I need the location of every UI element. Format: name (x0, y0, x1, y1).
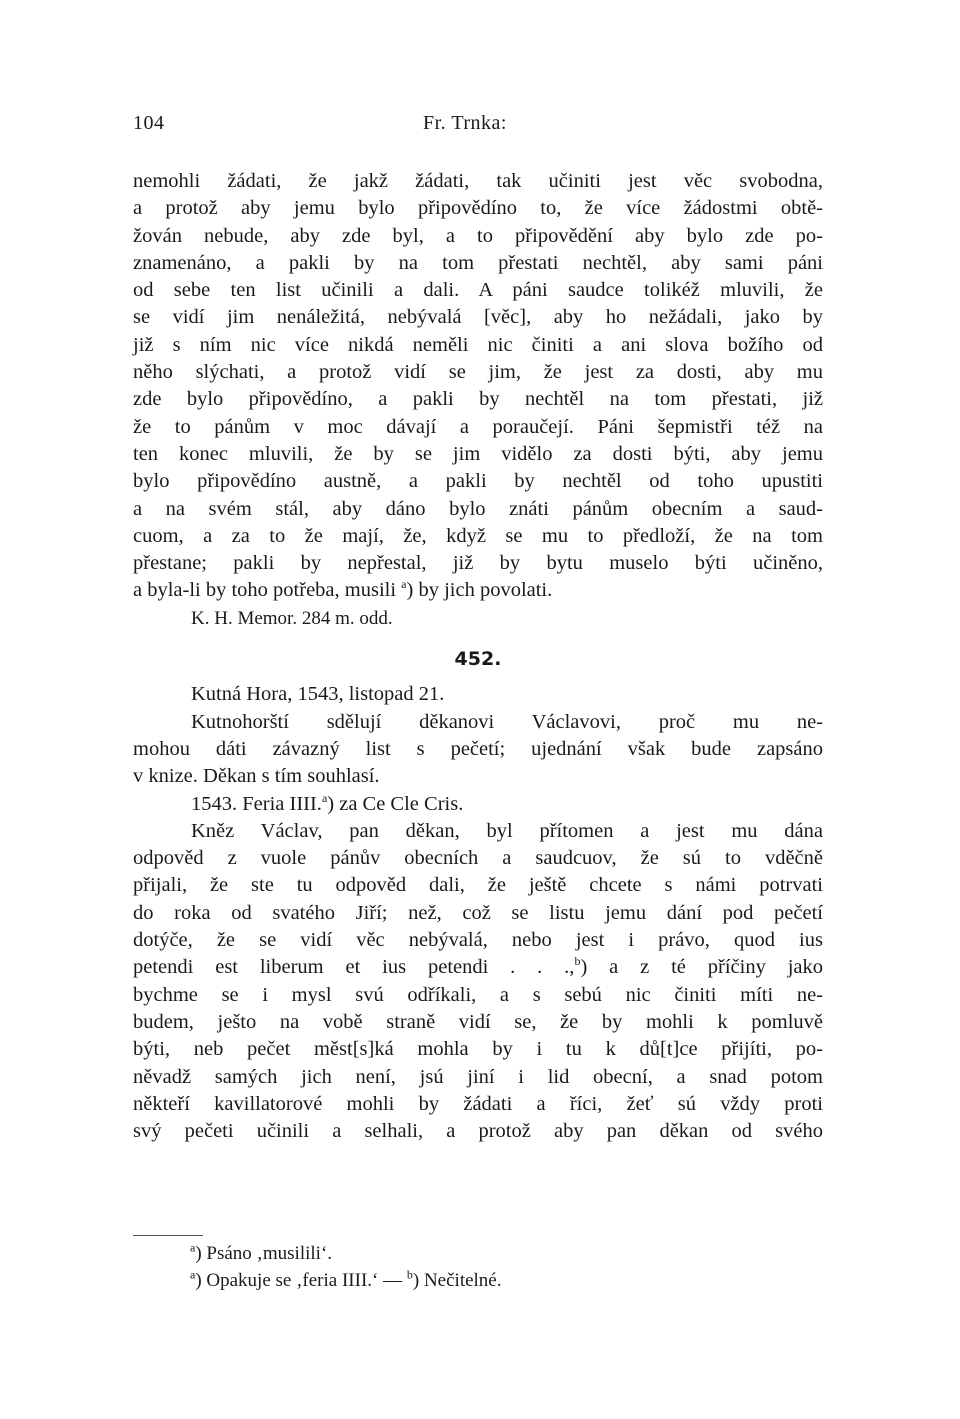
footnote-text: ) Nečitelné. (412, 1270, 502, 1291)
footnote-text: ) Opakuje se ‚feria IIII.‘ — (195, 1270, 407, 1291)
text-line: býti, neb pečet měst[s]ká mohla by i tu k dů[t]ce přijíti, po- (133, 1038, 823, 1061)
document-date: Kutná Hora, 1543, listopad 21. (191, 683, 445, 706)
text-line: cuom, a za to že mají, že, když se mu to předloží, že na tom (133, 524, 823, 547)
running-header (133, 112, 818, 142)
text-line: budem, ješto na vobě straně vidí se, že by mohli k pomluvě (133, 1010, 823, 1033)
footnote-ref: a (401, 577, 407, 592)
text-line: zde bylo připovědíno, a pakli by nechtěl na tom přestati, již (133, 388, 823, 411)
text-fragment: a byla-li by toho potřeba, musili (133, 579, 397, 602)
footnote-mark: b (406, 1267, 413, 1282)
footnote-mark: a (190, 1240, 196, 1255)
footnote (190, 1240, 830, 1267)
text-line: někteří kavillatorové mohli by žádati a říci, žeť sú vždy proti (133, 1092, 823, 1115)
text-line: znamenáno, a pakli by na tom přestati nechtěl, aby sami páni (133, 251, 823, 274)
text-line (133, 577, 823, 604)
text-fragment: ) za Ce Cle Cris. (327, 792, 464, 815)
regest-line: mohou dáti závazný list s pečetí; ujednání však bude zapsáno (133, 737, 823, 760)
text-line: do roka od svatého Jiří; než, což se listu jemu dání pod pečetí (133, 901, 823, 924)
footnote-text: ) Psáno ‚musilili‘. (195, 1243, 333, 1264)
footnote-rule (133, 1235, 203, 1236)
main-text (133, 168, 823, 1145)
text-line: ten konec mluvili, že by se jim vidělo za dosti býti, aby jemu (133, 442, 823, 465)
date-line (133, 791, 823, 818)
text-line: již s ním nic více nikdá neměli nic činiti a ani slova božího od (133, 333, 823, 356)
document-number: 452. (454, 648, 502, 671)
text-line: bychme se i mysl svú odříkali, a s sebú nic činiti míti ne- (133, 983, 823, 1006)
footnote-mark: a (190, 1267, 196, 1282)
text-line: něvadž samých jich není, jsú jiní i lid obecní, a snad potom (133, 1065, 823, 1088)
regest-line: Kutnohorští sdělují děkanovi Václavovi, proč mu ne- (191, 710, 823, 733)
text-line: že to pánům v moc dávají a poraučejí. Páni šepmistři též na (133, 415, 823, 438)
text-line: dotýče, že se vidí věc nebývalá, nebo jest i právo, quod ius (133, 929, 823, 952)
running-title: Fr. Trnka: (423, 112, 507, 134)
text-line: Kněz Václav, pan děkan, byl přítomen a jest mu dána (191, 819, 823, 842)
text-line: svý pečeti učinili a selhali, a protož aby pan děkan od svého (133, 1120, 823, 1143)
regest-line: v knize. Děkan s tím souhlasí. (133, 765, 380, 788)
text-line: se vidí jim nenáležitá, nebývalá [věc], aby ho nežádali, jako by (133, 306, 823, 329)
footnote (190, 1267, 830, 1294)
source-reference: K. H. Memor. 284 m. odd. (191, 607, 393, 629)
text-fragment: 1543. Feria IIII. (191, 792, 322, 815)
text-line: přijali, že ste tu odpověd dali, že ještě chcete s námi potrvati (133, 874, 823, 897)
text-line: něho slýchati, a protož vidí se jim, že jest za dosti, aby mu (133, 361, 823, 384)
text-line: a protož aby jemu bylo připovědíno to, že více žádostmi obtě- (133, 197, 823, 220)
text-fragment: ) by jich povolati. (406, 579, 553, 602)
footnote-ref: b (574, 954, 581, 969)
footnote-ref: a (321, 790, 328, 805)
text-line: a na svém stál, aby dáno bylo znáti pánům obecním a saud- (133, 497, 823, 520)
text-line: bylo připovědíno austně, a pakli by nechtěl od toho upustiti (133, 470, 823, 493)
text-line: odpověd z vuole pánův obecních a saudcuov, že sú to vděčně (133, 847, 823, 870)
text-line: od sebe ten list učinili a dali. A páni saudce tolikéž mluvili, že (133, 279, 823, 302)
text-fragment: ) a z té příčiny jako (580, 956, 823, 979)
text-line (133, 954, 823, 981)
page-number: 104 (133, 112, 165, 134)
text-line: nemohli žádati, že jakž žádati, tak učiniti jest věc svobodna, (133, 170, 823, 192)
text-line: přestane; pakli by nepřestal, již by bytu muselo býti učiněno, (133, 552, 823, 575)
text-fragment: petendi est liberum et ius petendi . . ., (133, 956, 575, 979)
text-line: žován nebude, aby zde byl, a to připovědění aby bylo zde po- (133, 224, 823, 247)
footnotes (190, 1240, 830, 1294)
